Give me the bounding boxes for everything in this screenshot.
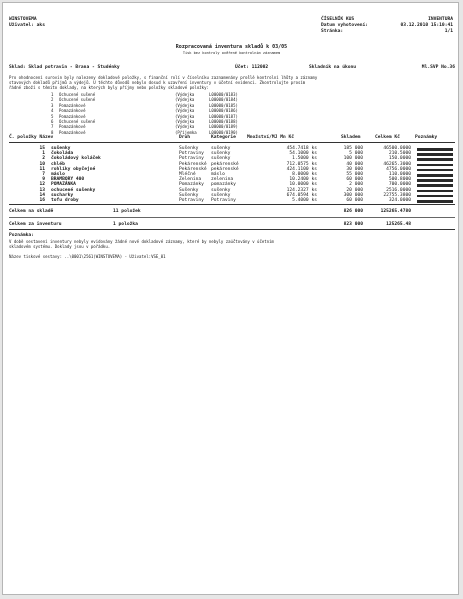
total-inventory-stock: 823 000 [343,222,363,227]
note-item-type: (Výdejka [175,102,195,108]
col-header-notes: Poznámky [415,135,438,140]
note-line-2: stavových dokladů příjmů a výdejů. U těchto důvodů nebylo dosud k uzavření inventury v účetní evidenci. Zkontrolujte prosím [9,80,306,85]
cell-stock: 55 000 [346,172,363,177]
cell-name: čokoládový koláček [51,156,101,162]
cell-stock: 60 000 [346,177,363,183]
cell-kind: Sušenky [179,146,199,151]
cell-kind: Potraviny [179,198,204,203]
total-inventory-sum: 125265.48 [386,222,411,227]
notes-blank-line [417,164,453,167]
cell-number: 9 [42,177,45,183]
footer-report-path: Název tiskové sestavy: ..\0001\2561(WINSTOVEMA) - Uživatel:VSE_01 [9,254,166,259]
cell-quantity: 124.2327 ks [286,187,317,193]
note-item-doc: L00000/0188) [209,119,238,124]
col-header-total: Celkem Kč [375,135,400,140]
cell-quantity: 10.2400 ks [289,177,317,183]
notes-blank-line [417,169,453,172]
cell-total: 500.8000 [388,177,411,183]
cell-kind: Sušenky [179,187,199,193]
report-title: Rozpracovaná inventura skladů k 03/05 [175,44,288,50]
notes-blank-line [417,195,453,198]
cell-quantity: 1.5000 ks [292,156,317,162]
cell-quantity: 454.7418 ks [286,146,317,151]
cell-stock: 100 000 [343,156,363,162]
total-warehouse-label: Celkem na skladě [9,209,54,214]
cell-category: sušenky [211,192,231,198]
cell-stock: 2 000 [349,182,363,188]
note-item-type: (Výdejka [175,97,195,103]
cell-kind: Sušenky [179,192,199,198]
cell-number: 7 [42,172,45,177]
note-item-doc: L00000/0189) [209,124,238,130]
cell-number: 13 [39,187,45,193]
cell-category: máslo [211,172,225,177]
notes-blank-line [417,174,453,177]
totals-rule [9,217,455,218]
cell-number: 15 [39,146,45,151]
cell-name: ochucené sušenky [51,187,96,193]
cell-quantity: 5.4000 ks [292,198,317,203]
cell-number: 14 [39,192,45,198]
cell-category: pomazánky [211,182,236,188]
cell-category: sušenky [211,146,231,151]
cell-name: máslo [51,172,65,177]
footer-text-2: skladovém systému. Doklady jsou v pořádku. [9,244,111,249]
note-item-number: 5 [51,113,54,119]
cell-total: 22755.3800 [383,192,411,198]
cell-quantity: 10.0000 ks [289,182,317,188]
notes-blank-line [417,153,453,156]
note-line-1: Pro ohodnocení surovin byly nalezeny dokladové položky, s finanční rolí v číselníku zaznamenány prošlé kontrolní lhůty a záznamy [9,75,318,80]
cell-total: 700.0000 [388,182,411,188]
col-header-quantity: Množství/MJ Mn Kč [247,135,295,140]
note-item-number: 3 [51,102,54,108]
total-inventory-label: Celkem za inventuru [9,222,62,227]
note-item-number: 8 [51,129,54,135]
note-item-name: Ochucené sušené [59,92,96,97]
cell-name: BRAMBORY 400 [51,177,85,183]
note-item-name: Pomazánkové [59,108,86,114]
note-item-type: (Výdejka [175,113,195,119]
header-value-catalog: INVENTURA [428,17,453,22]
info-warehouse: Sklad: Sklad potravin - Brana - Studénky [9,65,120,70]
cell-stock: 5 000 [349,151,363,157]
cell-total: 110.0000 [388,172,411,177]
cell-number: 10 [39,161,45,167]
report-page [2,2,459,595]
note-item-doc: L00000/0184) [209,97,238,103]
col-header-name: Č. položky Název [9,135,54,140]
note-item-name: Pomazánkové [59,113,86,119]
total-warehouse-sum: 125265.4780 [380,209,411,214]
totals-bottom-rule [9,229,455,230]
cell-number: 16 [39,198,45,203]
notes-blank-line [417,190,453,193]
cell-kind: Pomazánky [179,182,204,188]
cell-kind: Pekárenské [179,161,207,167]
cell-name: tofu droby [51,198,79,203]
cell-name: čokoláda [51,151,74,157]
cell-stock: 40 000 [346,161,363,167]
cell-total: 2516.0000 [386,187,411,193]
cell-stock: 185 000 [343,146,363,151]
cell-name: rohlíky obyčejné [51,166,96,172]
header-label-page: Stránka: [321,29,344,34]
note-item-doc: L00000/0187) [209,113,238,119]
cell-number: 12 [39,182,45,188]
note-item-doc: L00000/0183) [209,92,238,97]
cell-number: 11 [39,166,45,172]
notes-blank-line [417,184,453,187]
note-item-type: (Výdejka [175,108,195,114]
cell-total: 210.5000 [388,151,411,157]
cell-name: sucharky [51,192,74,198]
cell-quantity: 54.1000 ks [289,151,317,157]
header-app: WINSTOVEMA [9,17,37,22]
header-label-date: Datum vyhotovení: [321,23,369,28]
note-item-name: Pomazánkové [59,124,86,130]
cell-quantity: 424.1100 ks [286,166,317,172]
header-value-date: 03.12.2010 15:10:41 [400,23,453,28]
cell-stock: 20 000 [346,187,363,193]
info-extra: Ml.SVP No.36 [421,65,455,70]
note-item-number: 2 [51,97,54,103]
table-header-rule [9,142,455,143]
note-item-doc: L00000/0190) [209,129,238,135]
notes-blank-line [417,179,453,182]
notes-blank-line [417,148,453,151]
info-account: Účet: 112002 [235,65,269,70]
note-item-number: 4 [51,108,54,114]
note-line-3: řádné zboží s těmito doklady, na kterých byly příjmy nebo položky skladové položky: [9,85,209,90]
notes-blank-line [417,200,453,203]
table-bottom-rule [9,204,455,205]
cell-stock: 300 000 [343,192,363,198]
cell-number: 2 [42,156,45,162]
note-item-doc: L00000/0186) [209,108,238,114]
cell-total: 4756.0000 [386,166,411,172]
cell-category: sušenky [211,187,231,193]
cell-stock: 30 000 [346,166,363,172]
cell-kind: Potraviny [179,151,204,157]
note-item-type: (Výdejka [175,92,195,97]
col-header-stock: Skladem [341,135,361,140]
note-item-number: 1 [51,92,54,97]
cell-category: pekárenské [211,166,239,172]
cell-category: sušenky [211,151,231,157]
header-user: Uživatel: aks [9,23,45,28]
cell-total: 46500.0000 [383,146,411,151]
info-keeper: Skladník na úkonu [309,65,357,70]
note-item-name: Ochucené sušené [59,97,96,103]
note-item-number: 7 [51,124,54,130]
total-warehouse-stock: 826 000 [343,209,363,214]
cell-quantity: 8.0000 ks [292,172,317,177]
cell-kind: Mléčné [179,172,196,177]
note-item-name: Ochucené sušené [59,119,96,124]
cell-name: sušenky [51,146,71,151]
total-inventory-count: 1 položka [113,222,138,227]
cell-category: sušenky [211,156,231,162]
cell-name: chléb [51,161,65,167]
note-item-doc: L00000/0185) [209,102,238,108]
note-item-type: (Příjemka [175,129,197,135]
cell-quantity: 712.0575 ks [286,161,317,167]
cell-total: 324.0000 [388,198,411,203]
cell-category: zelenina [211,177,234,183]
note-item-name: Pomazánkové [59,102,86,108]
cell-total: 150.0000 [388,156,411,162]
cell-kind: Pekárenské [179,166,207,172]
cell-stock: 60 000 [346,198,363,203]
cell-name: POMAZÁNKA [51,182,76,188]
note-item-type: (Výdejka [175,119,195,124]
cell-total: 46265.3000 [383,161,411,167]
cell-kind: Potraviny [179,156,204,162]
total-warehouse-count: 11 položek [113,209,141,214]
notes-blank-line [417,158,453,161]
cell-category: Potraviny [211,198,236,203]
note-item-number: 6 [51,119,54,124]
header-value-page: 1/1 [444,29,453,34]
cell-kind: Zelenina [179,177,202,183]
footer-text-1: V době sestavení inventury nebyly evidovány žádné nové dokladové záznamy, které by nebyly zaúčtovány v účetním [9,239,274,244]
note-item-type: (Výdejka [175,124,195,130]
note-item-name: Pomazánkové [59,129,86,135]
cell-category: pekárenské [211,161,239,167]
header-label-catalog: ČÍSELNÍK KUS [321,17,355,22]
report-subtitle: Tisk bez kontroly ověřené kontrolním záznamem [182,51,281,55]
cell-quantity: 674.0594 ks [286,192,317,198]
cell-number: 1 [42,151,45,157]
col-header-kind: Druh [179,135,191,140]
footer-heading: Poznámka: [9,233,34,238]
col-header-category: Kategorie [211,135,236,140]
